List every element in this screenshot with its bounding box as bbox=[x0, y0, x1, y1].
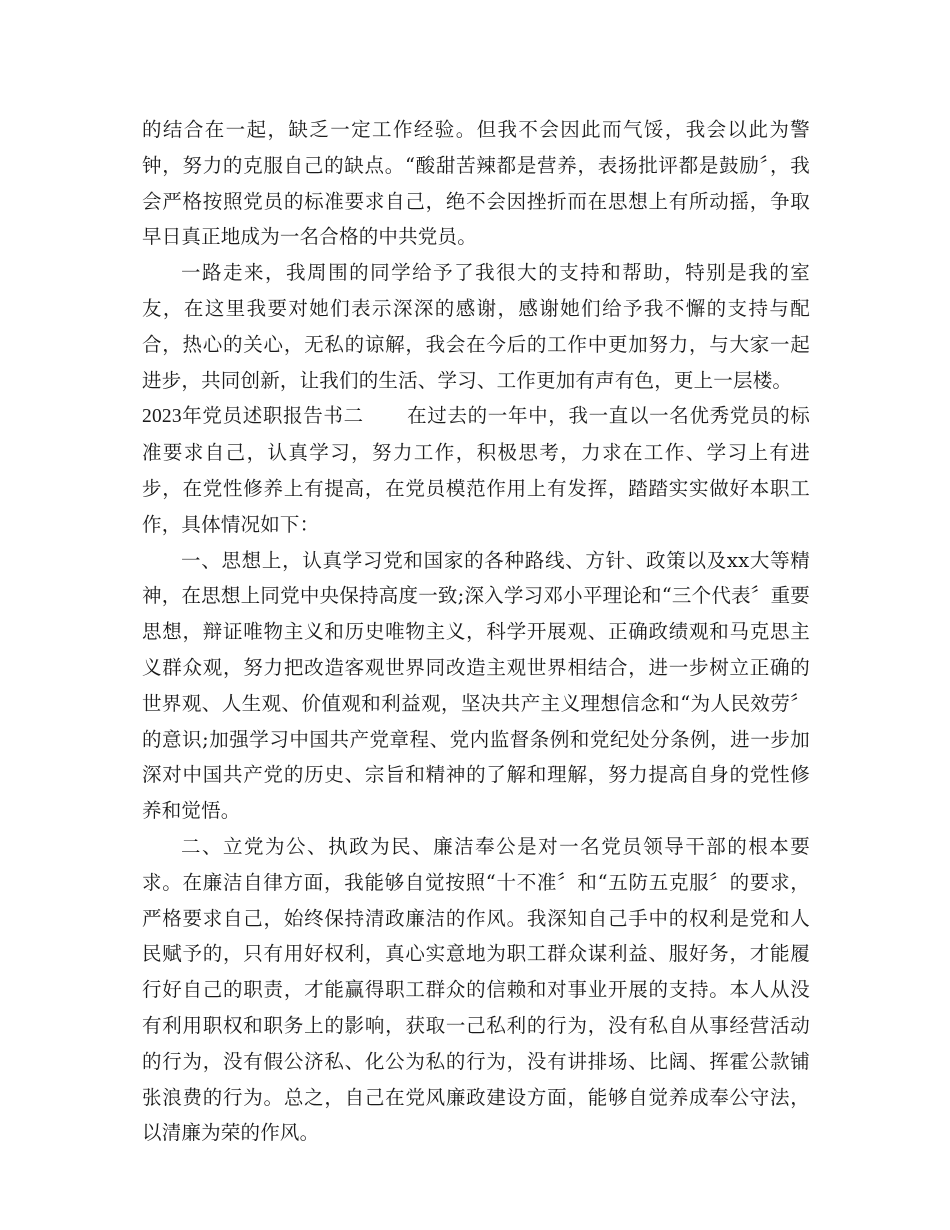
paragraph-integrity: 二、立党为公、执政为民、廉洁奉公是对一名党员领导干部的根本要求。在廉洁自律方面，我能够自觉按照“十不准〞和“五防五克服〞的要求，严格要求自己，始终保持清政廉洁的作风。我深知自己手中的权利是党和人民赋予的，只有用好权利，真心实意地为职工群众谋利益、服好务，才能履行好自己的职责，才能赢得职工群众的信赖和对事业开展的支持。本人从没有利用职权和职务上的影响，获取一己私利的行为，没有私自从事经营活动的行为，没有假公济私、化公为私的行为，没有讲排场、比阔、挥霍公款铺张浪费的行为。总之，自己在党风廉政建设方面，能够自觉养成奉公守法，以清廉为荣的作风。 bbox=[142, 834, 810, 1145]
report-heading: 2023年党员述职报告书二 bbox=[142, 406, 364, 428]
paragraph-thanks: 一路走来，我周围的同学给予了我很大的支持和帮助，特别是我的室友，在这里我要对她们表示深深的感谢，感谢她们给予我不懈的支持与配合，热心的关心，无私的谅解，我会在今后的工作中更加努力，与大家一起进步，共同创新，让我们的生活、学习、工作更加有声有色，更上一层楼。 bbox=[142, 261, 810, 392]
paragraph-continuation: 的结合在一起，缺乏一定工作经验。但我不会因此而气馁，我会以此为警钟，努力的克服自己的缺点。“酸甜苦辣都是营养，表扬批评都是鼓励〞，我会严格按照党员的标准要求自己，绝不会因挫折而在思想上有所动摇，争取早日真正地成为一名合格的中共党员。 bbox=[142, 118, 810, 249]
paragraph-ideology: 一、思想上，认真学习党和国家的各种路线、方针、政策以及xx大等精神，在思想上同党中央保持高度一致;深入学习邓小平理论和“三个代表〞重要思想，辩证唯物主义和历史唯物主义，科学开展观、正确政绩观和马克思主义群众观，努力把改造客观世界同改造主观世界相结合，进一步树立正确的世界观、人生观、价值观和利益观，坚决共产主义理想信念和“为人民效劳〞的意识;加强学习中国共产党章程、党内监督条例和党纪处分条例，进一步加深对中国共产党的历史、宗旨和精神的了解和理解，努力提高自身的党性修养和觉悟。 bbox=[142, 548, 810, 823]
paragraph-report-intro bbox=[142, 398, 810, 542]
report-intro-text: 在过去的一年中，我一直以一名优秀党员的标准要求自己，认真学习，努力工作，积极思考，力求在工作、学习上有进步，在党性修养上有提高，在党员模范作用上有发挥，踏踏实实做好本职工作，具体情况如下： bbox=[142, 404, 810, 536]
document-body bbox=[142, 112, 810, 1151]
